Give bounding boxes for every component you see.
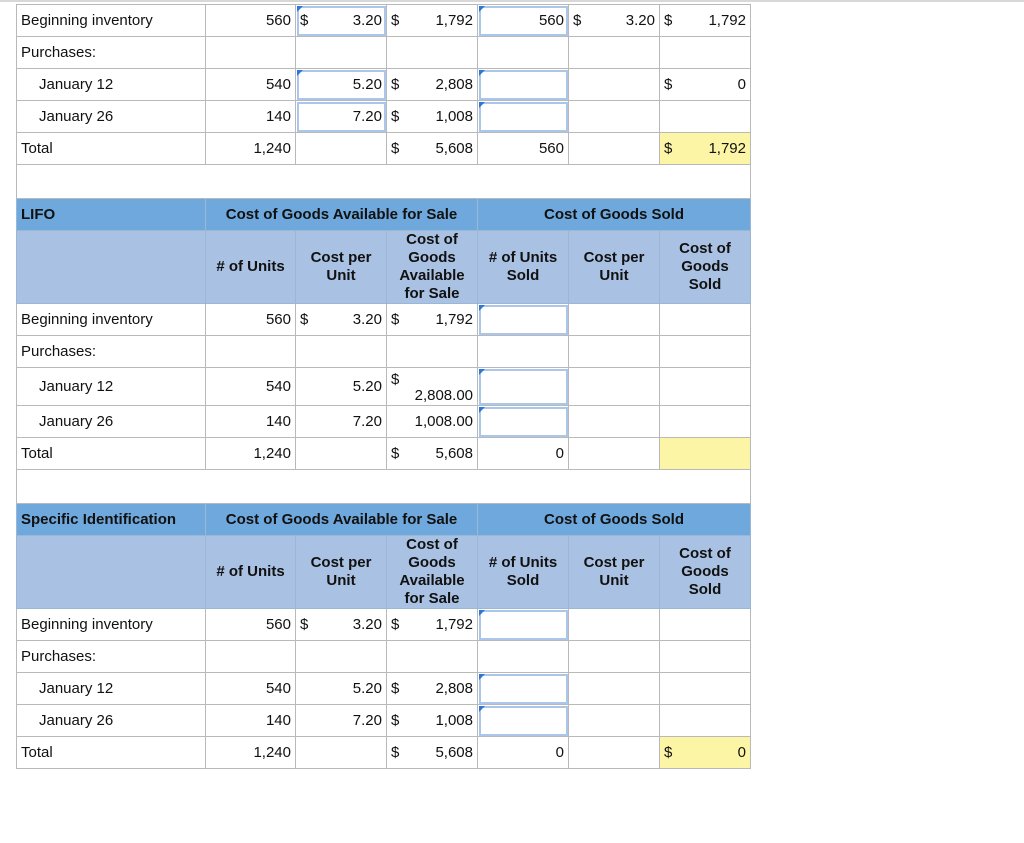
col-units-sold: # of Units Sold [478, 536, 569, 609]
empty-cell [569, 368, 660, 406]
col-sold-cost: Cost per Unit [569, 536, 660, 609]
row-label: Total [17, 438, 206, 470]
empty-cell [296, 737, 387, 769]
cost-value: 3.20 [352, 12, 382, 29]
empty-cell [17, 165, 751, 199]
table-row [17, 609, 751, 641]
sold-group-header: Cost of Goods Sold [478, 199, 751, 231]
available-value: 1,792 [435, 12, 473, 29]
cogs-value: 1,792 [708, 12, 746, 29]
units-sold-input[interactable]: 560 [478, 5, 569, 37]
dollar-sign: $ [391, 140, 400, 157]
cogs-cell [660, 5, 751, 37]
empty-cell [569, 406, 660, 438]
column-header-row [17, 231, 751, 304]
table-row [17, 101, 751, 133]
cost-cell: 7.20 [296, 705, 387, 737]
units-cell: 540 [206, 368, 296, 406]
available-group-header: Cost of Goods Available for Sale [206, 504, 478, 536]
available-value: 1,008.00 [387, 406, 478, 438]
available-cell [387, 69, 478, 101]
table-row [17, 406, 751, 438]
spacer-row [17, 165, 751, 199]
cogs-value: 0 [737, 76, 746, 93]
empty-header [17, 536, 206, 609]
dollar-sign: $ [300, 616, 309, 633]
dollar-sign: $ [391, 445, 400, 462]
row-label: January 12 [17, 673, 206, 705]
empty-cell [206, 641, 296, 673]
empty-cell [478, 37, 569, 69]
available-value: 2,808.00 [414, 386, 473, 404]
available-value: 1,792 [435, 311, 473, 328]
empty-cell [296, 37, 387, 69]
empty-cell [387, 336, 478, 368]
table-row [17, 438, 751, 470]
col-sold-cost: Cost per Unit [569, 231, 660, 304]
empty-cell [660, 406, 751, 438]
available-cell [387, 5, 478, 37]
units-cell: 140 [206, 705, 296, 737]
units-cell: 1,240 [206, 133, 296, 165]
dollar-sign: $ [391, 76, 400, 93]
available-value: 2,808 [435, 76, 473, 93]
available-group-header: Cost of Goods Available for Sale [206, 199, 478, 231]
available-cell [387, 368, 478, 406]
units-sold-input[interactable] [478, 69, 569, 101]
empty-cell [569, 438, 660, 470]
available-value: 1,008 [435, 712, 473, 729]
row-label: January 26 [17, 406, 206, 438]
empty-cell [387, 37, 478, 69]
col-units: # of Units [206, 231, 296, 304]
empty-cell [569, 609, 660, 641]
available-cell [387, 705, 478, 737]
cost-cell [296, 609, 387, 641]
section-band [17, 199, 751, 231]
units-sold-input[interactable] [478, 705, 569, 737]
cost-cell: 7.20 [296, 406, 387, 438]
row-label: January 26 [17, 101, 206, 133]
dollar-sign: $ [391, 712, 400, 729]
empty-cell [569, 133, 660, 165]
cost-per-unit-input[interactable]: 7.20 [296, 101, 387, 133]
row-label: Beginning inventory [17, 304, 206, 336]
worksheet-table [16, 4, 751, 769]
empty-cell [296, 133, 387, 165]
dollar-sign: $ [391, 108, 400, 125]
empty-cell [569, 641, 660, 673]
available-cell [387, 101, 478, 133]
row-label: Total [17, 737, 206, 769]
row-label: January 12 [17, 368, 206, 406]
cogs-total-cell [660, 438, 751, 470]
row-label: January 12 [17, 69, 206, 101]
dollar-sign: $ [300, 311, 309, 328]
empty-cell [569, 336, 660, 368]
available-cell [387, 737, 478, 769]
dollar-sign: $ [391, 680, 400, 697]
empty-cell [569, 737, 660, 769]
cost-per-unit-input[interactable] [296, 5, 387, 37]
units-sold-input[interactable] [478, 101, 569, 133]
cost-value: 3.20 [352, 616, 382, 633]
row-label: January 26 [17, 705, 206, 737]
cost-cell [296, 304, 387, 336]
row-label: Purchases: [17, 641, 206, 673]
empty-cell [206, 37, 296, 69]
col-cogs: Cost of Goods Sold [660, 536, 751, 609]
available-value: 5,608 [435, 445, 473, 462]
available-cell [387, 673, 478, 705]
available-value: 1,008 [435, 108, 473, 125]
units-sold-total: 0 [478, 438, 569, 470]
empty-cell [660, 304, 751, 336]
cost-per-unit-input[interactable]: 5.20 [296, 69, 387, 101]
empty-cell [569, 69, 660, 101]
empty-cell [660, 609, 751, 641]
available-value: 5,608 [435, 744, 473, 761]
table-row [17, 133, 751, 165]
col-units-sold: # of Units Sold [478, 231, 569, 304]
col-available: Cost of Goods Available for Sale [387, 536, 478, 609]
spacer-row [17, 470, 751, 504]
table-row [17, 37, 751, 69]
cogs-total-cell [660, 133, 751, 165]
cogs-cell [660, 69, 751, 101]
cost-cell: 5.20 [296, 673, 387, 705]
top-divider [0, 0, 1024, 2]
sold-cost-cell [569, 5, 660, 37]
dollar-sign: $ [664, 744, 673, 761]
units-sold-input[interactable] [478, 609, 569, 641]
units-sold-total: 0 [478, 737, 569, 769]
col-cost-per-unit: Cost per Unit [296, 231, 387, 304]
empty-cell [387, 641, 478, 673]
table-row [17, 737, 751, 769]
table-row [17, 304, 751, 336]
table-row [17, 5, 751, 37]
units-cell: 560 [206, 5, 296, 37]
col-cost-per-unit: Cost per Unit [296, 536, 387, 609]
empty-cell [569, 37, 660, 69]
col-cogs: Cost of Goods Sold [660, 231, 751, 304]
dollar-sign: $ [391, 744, 400, 761]
empty-header [17, 231, 206, 304]
units-sold-input[interactable] [478, 368, 569, 406]
table-row [17, 336, 751, 368]
table-row [17, 673, 751, 705]
col-available: Cost of Goods Available for Sale [387, 231, 478, 304]
sold-cost-value: 3.20 [625, 12, 655, 29]
empty-cell [660, 705, 751, 737]
available-value: 2,808 [435, 680, 473, 697]
units-sold-input[interactable] [478, 304, 569, 336]
empty-cell [660, 368, 751, 406]
empty-cell [569, 101, 660, 133]
row-label: Beginning inventory [17, 5, 206, 37]
empty-cell [660, 641, 751, 673]
empty-cell [296, 336, 387, 368]
units-cell: 540 [206, 69, 296, 101]
units-cell: 140 [206, 101, 296, 133]
units-sold-input[interactable] [478, 406, 569, 438]
empty-cell [660, 336, 751, 368]
available-cell [387, 133, 478, 165]
sold-group-header: Cost of Goods Sold [478, 504, 751, 536]
units-cell: 140 [206, 406, 296, 438]
cogs-total-cell [660, 737, 751, 769]
dollar-sign: $ [573, 12, 582, 29]
available-cell [387, 304, 478, 336]
dollar-sign: $ [664, 76, 673, 93]
units-cell: 1,240 [206, 438, 296, 470]
inventory-worksheet [16, 4, 750, 769]
table-row [17, 368, 751, 406]
available-cell [387, 609, 478, 641]
units-cell: 560 [206, 609, 296, 641]
empty-cell [478, 641, 569, 673]
cost-value: 3.20 [352, 311, 382, 328]
table-row [17, 705, 751, 737]
dollar-sign: $ [391, 12, 400, 29]
section-title: Specific Identification [17, 504, 206, 536]
empty-cell [569, 304, 660, 336]
empty-cell [660, 101, 751, 133]
dollar-sign: $ [391, 616, 400, 633]
table-row [17, 69, 751, 101]
row-label: Purchases: [17, 37, 206, 69]
units-sold-total: 560 [478, 133, 569, 165]
col-units: # of Units [206, 536, 296, 609]
dollar-sign: $ [664, 140, 673, 157]
empty-cell [206, 336, 296, 368]
empty-cell [296, 438, 387, 470]
units-cell: 560 [206, 304, 296, 336]
dollar-sign: $ [391, 311, 400, 328]
empty-cell [296, 641, 387, 673]
units-cell: 1,240 [206, 737, 296, 769]
row-label: Beginning inventory [17, 609, 206, 641]
dollar-sign: $ [664, 12, 673, 29]
empty-cell [17, 470, 751, 504]
empty-cell [478, 336, 569, 368]
cost-cell: 5.20 [296, 368, 387, 406]
empty-cell [660, 37, 751, 69]
row-label: Purchases: [17, 336, 206, 368]
column-header-row [17, 536, 751, 609]
dollar-sign: $ [300, 12, 309, 29]
table-row [17, 641, 751, 673]
section-band [17, 504, 751, 536]
available-value: 5,608 [435, 140, 473, 157]
empty-cell [569, 705, 660, 737]
row-label: Total [17, 133, 206, 165]
units-cell: 540 [206, 673, 296, 705]
available-value: 1,792 [435, 616, 473, 633]
units-sold-input[interactable] [478, 673, 569, 705]
dollar-sign: $ [391, 370, 400, 388]
available-cell [387, 438, 478, 470]
empty-cell [660, 673, 751, 705]
empty-cell [569, 673, 660, 705]
section-title: LIFO [17, 199, 206, 231]
cogs-value: 0 [737, 744, 746, 761]
cogs-value: 1,792 [708, 140, 746, 157]
